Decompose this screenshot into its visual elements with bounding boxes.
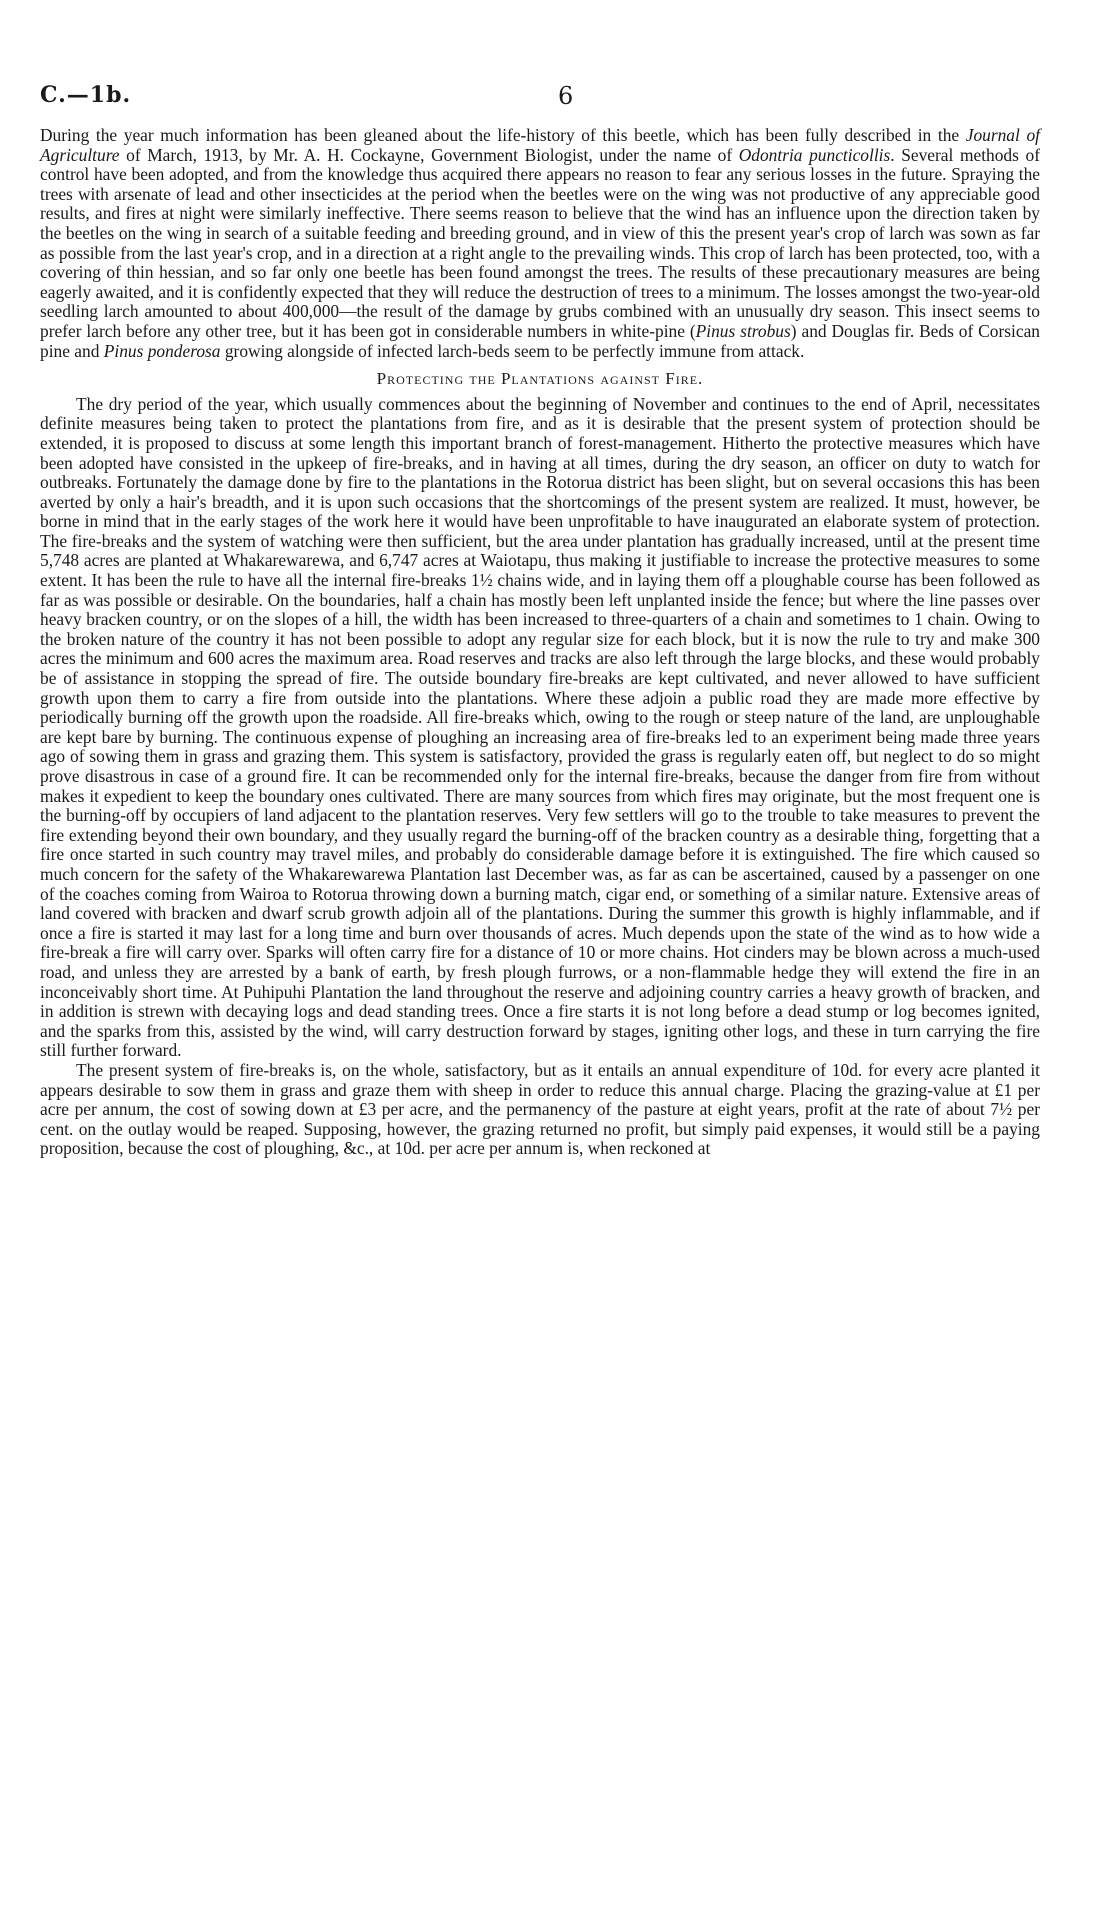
species-pinus-strobus: Pinus strobus — [695, 320, 791, 341]
species-pinus-ponderosa: Pinus ponderosa — [103, 340, 221, 361]
paragraph-fire-break-costs: The present system of fire-breaks is, on the whole, satisfactory, but as it entails an annual expenditure of 10d. for every acre planted it appears desirable to sow them in grass and graze them with sheep in order to reduce this annual charge. Placing the grazing-value at £1 per acre per annum, the cost of sowing down at £3 per acre, and the permanency of the pasture at eight years, profit at the rate of about 7½ per cent. on the outlay would be reaped. Supposing, however, the grazing returned no profit, but simply paid expenses, it would still be a paying proposition, because the cost of ploughing, &c., at 10d. per acre per annum is, when reckoned at — [40, 1059, 1040, 1159]
document-reference: C.—1b. — [40, 82, 132, 108]
journal-title: Journal of Agriculture — [40, 125, 1040, 165]
paragraph-beetle-life-history: During the year much information has been gleaned about the life-history of this beetle, which has been fully described in the Journal of Agriculture of March, 1913, by Mr. A. H. Cockayne, Government Biologist, under the name of Odontria puncticollis. Several methods of control have been adopted, and from the knowledge thus acquired there appears no reason to fear any serious losses in the future. Spraying the trees with arsenate of lead and other insecticides at the period when the beetles were on the wing was not productive of any appreciable good results, and fires at night were similarly ineffective. There seems reason to believe that the wind has an influence upon the direction taken by the beetles on the wing in search of a suitable feeding and breeding ground, and in view of this the present year's crop of larch was sown as far as possible from the last year's crop, and in a direction at a right angle to the prevailing winds. This crop of larch has been protected, too, with a covering of thin hessian, and so far only one beetle has been found amongst the trees. The results of these precautionary measures are being eagerly awaited, and it is confidently expected that they will reduce the destruction of trees to a minimum. The losses amongst the two-year-old seedling larch amounted to about 400,000—the result of the damage by grubs combined with an unusually dry season. This insect seems to prefer larch before any other tree, but it has been got in considerable numbers in white-pine (Pinus strobus) and Douglas fir. Beds of Corsican pine and Pinus ponderosa growing alongside of infected larch-beds seem to be perfectly immune from attack. — [40, 125, 1040, 361]
species-name: Odontria puncticollis — [738, 144, 891, 165]
paragraph-fire-protection: The dry period of the year, which usually commences about the beginning of November and continues to the end of April, necessitates definite measures being taken to protect the plantations from fire, and as it is desirable that the present system of protection should be extended, it is proposed to discuss at some length this important branch of forest-management. Hitherto the protective measures which have been adopted have consisted in the upkeep of fire-breaks, and in having at all times, during the dry season, an officer on duty to watch for outbreaks. Fortunately the damage done by fire to the plantations in the Rotorua district has been slight, but on several occasions this has been averted by only a hair's breadth, and it is upon such occasions that the shortcomings of the present system are realized. It must, however, be borne in mind that in the early stages of the work here it would have been unprofitable to have inaugurated an elaborate system of protection. The fire-breaks and the system of watching were then sufficient, but the area under plantation has gradually increased, until at the present time 5,748 acres are planted at Whakarewarewa, and 6,747 acres at Waiotapu, thus making it justifiable to increase the protective measures to some extent. It has been the rule to have all the internal fire-breaks 1½ chains wide, and in laying them off a ploughable course has been followed as far as was possible or desirable. On the boundaries, half a chain has mostly been left unplanted inside the fence; but where the line passes over heavy bracken country, or on the slopes of a hill, the width has been increased to three-quarters of a chain and sometimes to 1 chain. Owing to the broken nature of the country it has not been possible to adopt any regular size for each block, but it is now the rule to try and make 300 acres the minimum and 600 acres the maximum area. Road reserves and tracks are also left through the large blocks, and these would probably be of assistance in stopping the spread of fire. The outside boundary fire-breaks are kept cultivated, and never allowed to have sufficient growth upon them to carry a fire from outside into the plantations. Where these adjoin a public road they are made more effective by periodically burning off the growth upon the roadside. All fire-breaks which, owing to the rough or steep nature of the land, are unploughable are kept bare by burning. The continuous expense of ploughing an increasing area of fire-breaks led to an experiment being made three years ago of sowing them in grass and grazing them. This system is satisfactory, provided the grass is regularly eaten off, but neglect to do so might prove disastrous in case of a ground fire. It can be recommended only for the internal fire-breaks, because the danger from fire from without makes it expedient to keep the boundary ones cultivated. There are many sources from which fires may originate, but the most frequent one is the burning-off by occupiers of land adjacent to the plantation reserves. Very few settlers will go to the trouble to take measures to prevent the fire extending beyond their own boundary, and they usually regard the burning-off of the bracken country as a desirable thing, forgetting that a fire once started in such country may travel miles, and probably do considerable damage before it is extinguished. The fire which caused so much concern for the safety of the Whakarewarewa Plantation last December was, as far as can be ascertained, caused by a passenger on one of the coaches coming from Wairoa to Rotorua throwing down a burning match, cigar end, or something of a similar nature. Extensive areas of land covered with bracken and dwarf scrub growth adjoin all of the plantations. During the summer this growth is highly inflammable, and if once a fire is started it may last for a long time and burn over thousands of acres. Much depends upon the state of the wind as to how wide a fire-break a fire will carry over. Sparks will often carry fire for a distance of 10 or more chains. Hot cinders may be blown across a much-used road, and unless they are arrested by a bank of earth, by fresh plough furrows, or a non-flammable hedge they will extend the fire in an inconceivably short time. At Puhipuhi Plantation the land throughout the reserve and adjoining country carries a heavy growth of bracken, and in addition is strewn with decaying logs and dead standing trees. Once a fire starts it is not long before a dead stump or log becomes ignited, and the sparks from this, assisted by the wind, will carry destruction forward by stages, igniting other logs, and these in turn carrying the fire still further forward. — [40, 393, 1040, 1061]
page-number: 6 — [558, 82, 574, 110]
section-heading-fire-protection: Protecting the Plantations against Fire. — [376, 369, 704, 389]
body-text — [40, 126, 1040, 1159]
page-header — [40, 82, 1040, 110]
